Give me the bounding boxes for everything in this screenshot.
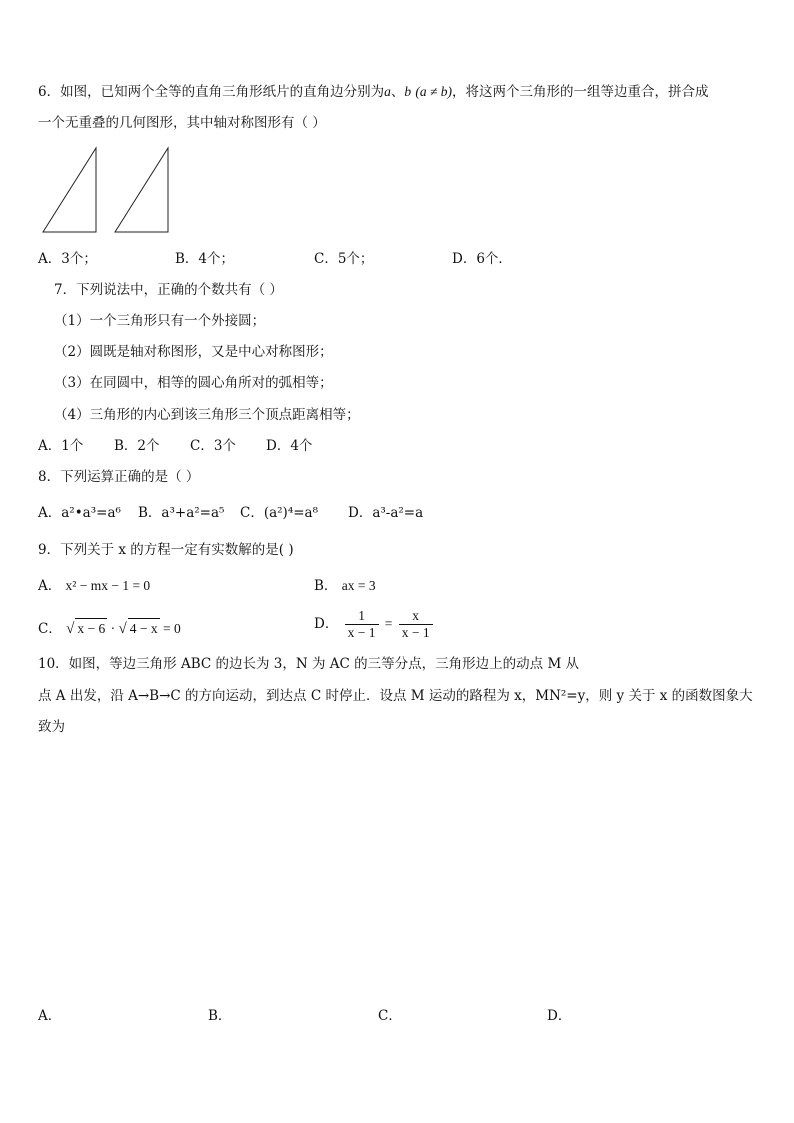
q7-statement-1: （1）一个三角形只有一个外接圆； (54, 313, 266, 329)
q9-option-b-label: B． (314, 578, 338, 594)
q8-option-a: A．a²•a³=a⁶ (38, 505, 121, 521)
q7-statement-3: （3）在同圆中，相等的圆心角所对的弧相等； (54, 375, 333, 391)
q6-stem-line1 (38, 82, 709, 102)
q10-option-b: B． (208, 1008, 232, 1024)
q9-option-d-fraction-2 (399, 608, 433, 641)
q9-option-d-denominator-2: x − 1 (399, 624, 433, 641)
sqrt-symbol-icon: √ (66, 621, 75, 637)
q9-option-b-expr: ax = 3 (341, 578, 376, 593)
q9-option-a (38, 576, 150, 596)
q9-option-a-expr: x² − mx − 1 = 0 (65, 578, 151, 593)
q6-triangles-figure (40, 146, 180, 236)
q6-var-a: a (384, 84, 391, 99)
q9-option-d (314, 606, 435, 642)
q9-option-c-dot: · (110, 621, 116, 636)
q10-option-a: A． (38, 1008, 62, 1024)
q6-triangle-left (43, 148, 96, 232)
q10-option-d: D． (547, 1008, 572, 1024)
q9-option-d-denominator-1: x − 1 (345, 624, 379, 641)
q6-stem-line2: 一个无重叠的几何图形，其中轴对称图形有（ ） (38, 115, 326, 131)
q7-option-c: C．3个 (190, 438, 236, 454)
q6-option-d: D．6个． (452, 251, 512, 267)
q6-var-b: b (404, 84, 412, 99)
q6-stem-text-b: ，将这两个三角形的一组等边重合，拼合成 (452, 84, 709, 100)
q9-option-d-numerator-1: 1 (358, 608, 365, 623)
q6-option-b: B．4个； (175, 251, 235, 267)
q6-condition: (a ≠ b) (415, 84, 453, 99)
q6-triangle-right (115, 148, 168, 232)
q9-option-b (314, 576, 376, 596)
q9-option-d-equals: = (384, 616, 393, 631)
q10-option-c: C． (378, 1008, 402, 1024)
q7-statement-4: （4）三角形的内心到该三角形三个顶点距离相等； (54, 407, 360, 423)
q10-stem-line1: 10．如图，等边三角形 ABC 的边长为 3，N 为 AC 的三等分点，三角形边上的动点 M 从 (38, 656, 580, 672)
q9-stem: 9．下列关于 x 的方程一定有实数解的是( ) (38, 542, 294, 558)
q6-option-c: C．5个； (314, 251, 374, 267)
q9-option-c-tail: = 0 (162, 621, 181, 636)
q9-option-c-label: C． (38, 621, 62, 637)
q7-option-d: D．4个 (266, 438, 313, 454)
q9-option-c-radicand-1: x − 6 (75, 618, 107, 639)
q7-option-b: B．2个 (114, 438, 160, 454)
q8-option-c: C．(a²)⁴=a⁸ (240, 505, 319, 521)
q9-option-c-radicand-2: 4 − x (128, 618, 160, 639)
q7-option-a: A．1个 (38, 438, 84, 454)
q6-sep: 、 (390, 84, 405, 100)
q10-stem-line2: 点 A 出发，沿 A→B→C 的方向运动，到达点 C 时停止．设点 M 运动的路程为 x，MN²=y，则 y 关于 x 的函数图象大 (38, 688, 753, 704)
q7-stem: 7．下列说法中，正确的个数共有（ ） (54, 282, 283, 298)
q6-stem-text-a: 6．如图，已知两个全等的直角三角形纸片的直角边分别为 (38, 84, 385, 100)
q7-statement-2: （2）圆既是轴对称图形，又是中心对称图形； (54, 344, 333, 360)
q8-stem: 8．下列运算正确的是（ ） (38, 469, 200, 485)
q8-option-b: B．a³+a²=a⁵ (138, 505, 225, 521)
q8-option-d: D．a³-a²=a (348, 505, 424, 521)
sqrt-symbol-icon: √ (118, 621, 127, 637)
q10-stem-line3: 致为 (38, 719, 65, 735)
q6-option-a: A．3个； (38, 251, 97, 267)
q9-option-a-label: A． (38, 578, 62, 594)
q9-option-c-expr (66, 621, 181, 636)
q9-option-c (38, 618, 181, 639)
q9-option-d-numerator-2: x (412, 608, 420, 623)
q9-option-d-fraction-1 (345, 608, 379, 641)
q9-option-d-label: D． (314, 616, 339, 632)
